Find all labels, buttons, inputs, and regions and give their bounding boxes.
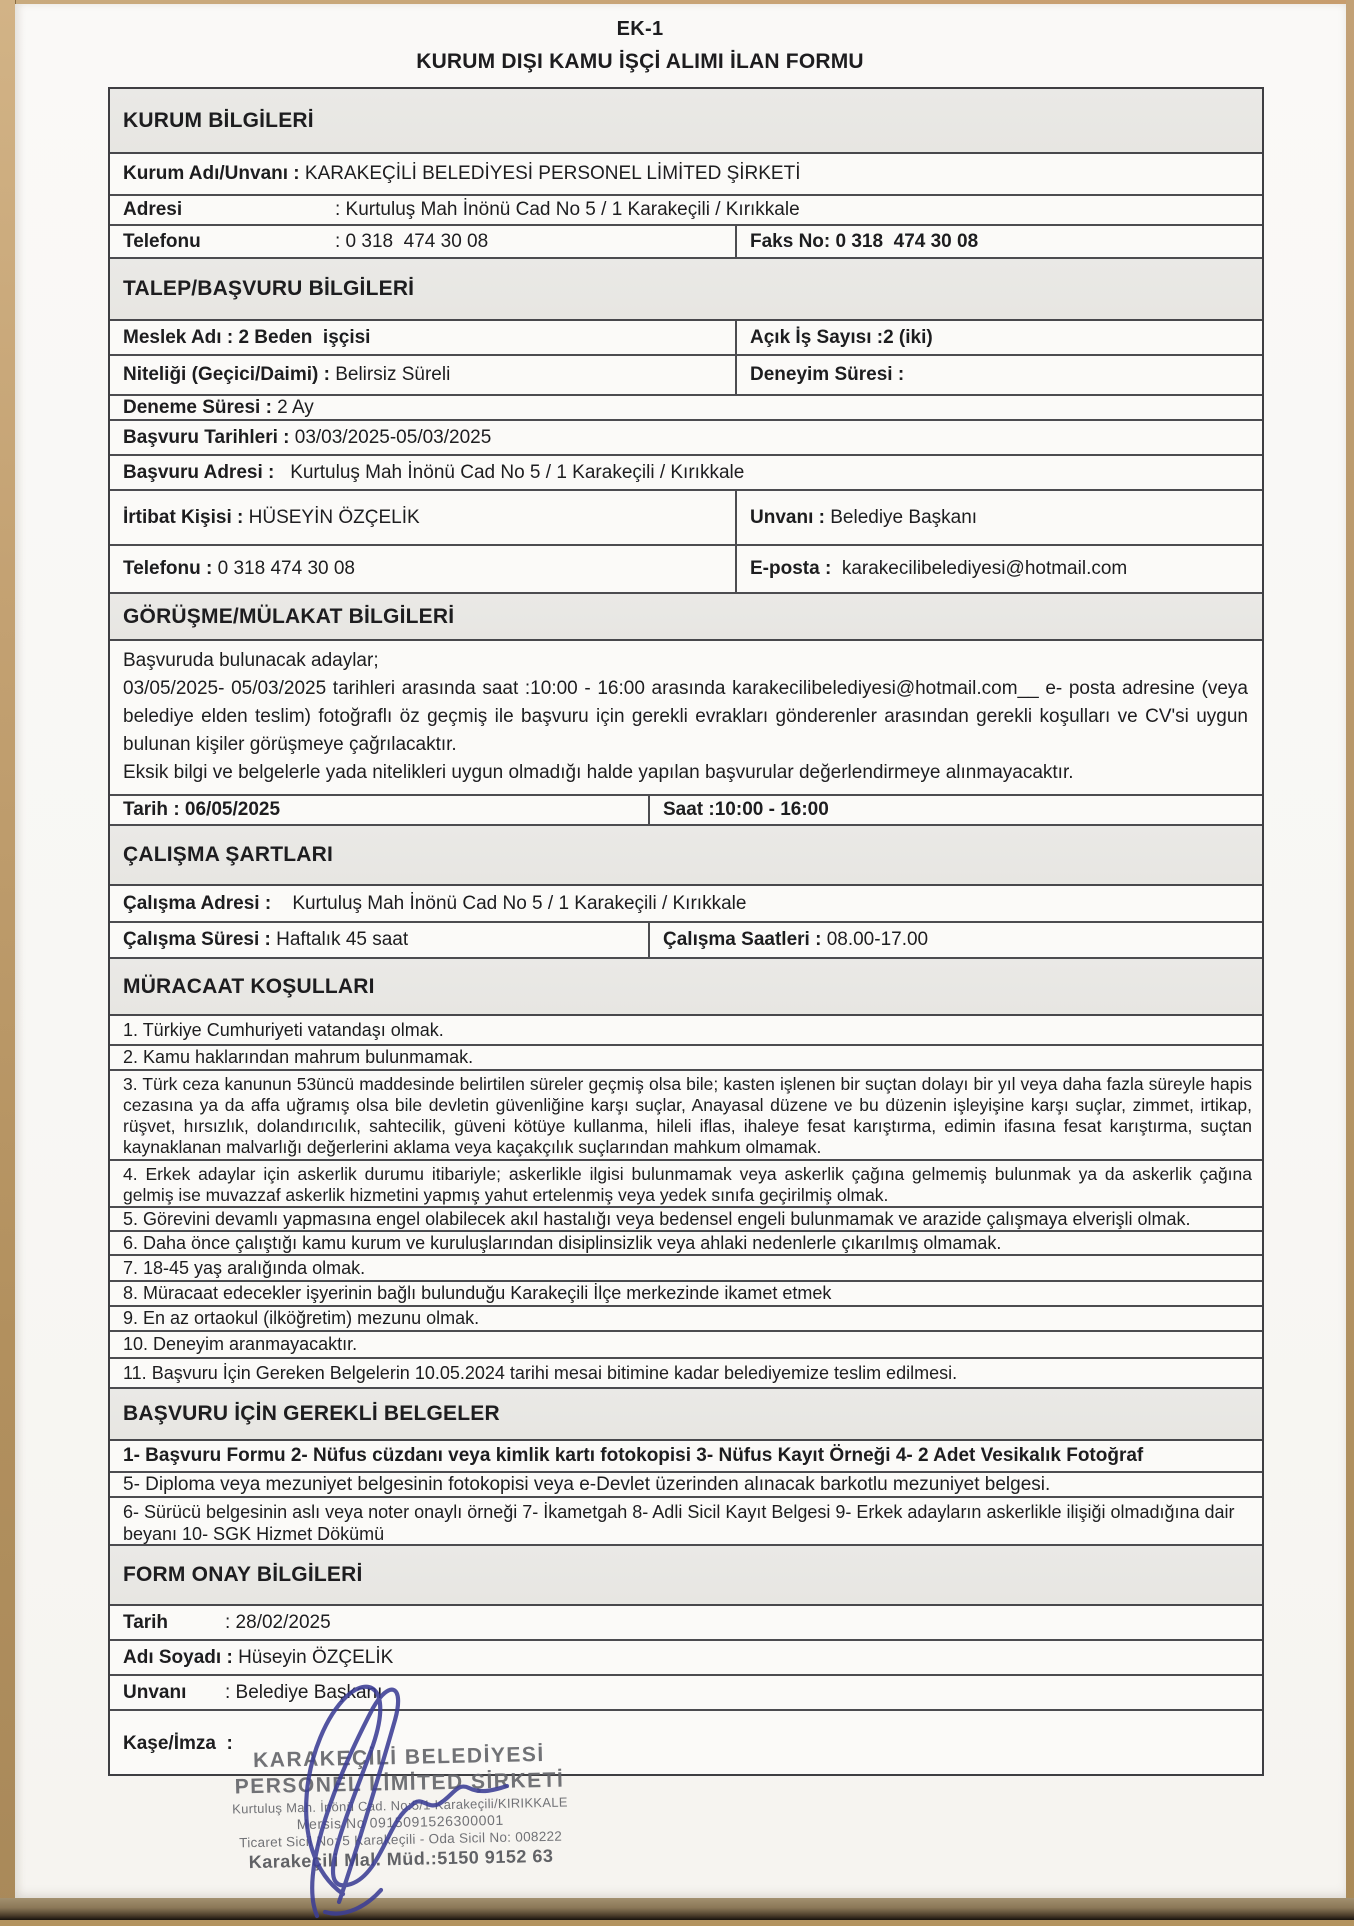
document-row [110, 1498, 1262, 1546]
ek-label: EK-1 [616, 18, 664, 40]
requirement-item [110, 1307, 1262, 1332]
section-title: KURUM BİLGİLERİ [123, 108, 314, 132]
form-paper [15, 4, 1346, 1898]
item-text: 6. Daha önce çalıştığı kamu kurum ve kuruluşlarından disiplinsizlik veya ahlaki nedenlerle çıkarılmış olmamak. [123, 1232, 1002, 1253]
field-label: Kurum Adı/Unvanı : [123, 163, 305, 184]
field-label: Unvanı : [750, 506, 831, 528]
field-label: Telefonu [123, 230, 201, 252]
row-basvuru-adresi [110, 456, 1262, 491]
row-telefon-faks [110, 226, 1262, 259]
requirement-item [110, 1359, 1262, 1389]
item-text: 7. 18-45 yaş aralığında olmak. [123, 1257, 366, 1278]
requirement-item [110, 1232, 1262, 1256]
table-cell [650, 923, 1262, 957]
table-cell [110, 321, 737, 354]
field-value: Kurtuluş Mah İnönü Cad No 5 / 1 Karakeçili / Kırıkkale [290, 461, 745, 483]
field-label: Meslek Adı : [123, 326, 239, 348]
table-cell [737, 226, 1262, 257]
row-telefon-eposta [110, 546, 1262, 594]
field-label: Başvuru Adresi : [123, 461, 291, 483]
requirement-list [110, 1016, 1262, 1389]
requirement-item [110, 1332, 1262, 1359]
stamp-line: Ticaret Sicil No: 5 Karakeçili - Oda Sicil No: 008222 [239, 1828, 563, 1851]
field-label: Deneme Süresi : [123, 396, 278, 418]
requirement-item [110, 1071, 1262, 1161]
section-title: MÜRACAAT KOŞULLARI [123, 974, 375, 998]
field-label: E-posta : [750, 558, 842, 579]
requirement-item [110, 1208, 1262, 1232]
section-header-onay [110, 1546, 1262, 1606]
row-irtibat [110, 491, 1262, 546]
row-calisma-adresi [110, 886, 1262, 923]
row-meslek [110, 321, 1262, 356]
field-value: Belirsiz Süreli [335, 364, 451, 385]
desk-wood-bottom-edge [0, 1898, 1354, 1920]
field-label: Kaşe/İmza : [123, 1733, 233, 1754]
row-adresi [110, 196, 1262, 226]
field-label: Telefonu : [123, 558, 218, 579]
field-label: Adı Soyadı : [123, 1646, 239, 1668]
item-text: 1- Başvuru Formu 2- Nüfus cüzdanı veya kimlik kartı fotokopisi 3- Nüfus Kayıt Örneği 4- 2 Adet Vesikalık Fotoğraf [123, 1445, 1144, 1466]
paragraph-text: 03/05/2025- 05/03/2025 tarihleri arasında saat :10:00 - 16:00 arasında karakecilibelediyesi@hotmail.com__ e- posta adresine (veya belediye elden teslim) fotoğraflı öz geçmiş ile başvuru için gerekli evrakları gönderenler arasından gerekli koşulları ve CV'si uygun bulunan kişiler görüşmeye çağrılacaktır. [123, 678, 1248, 755]
row-basvuru-tarihleri [110, 421, 1262, 456]
section-title: TALEP/BAŞVURU BİLGİLERİ [123, 277, 415, 300]
field-label: Çalışma Saatleri : [663, 929, 827, 950]
section-header-belgeler [110, 1389, 1262, 1441]
item-text: 5. Görevini devamlı yapmasına engel olabilecek akıl hastalığı veya bedensel engeli bulunmamak ve arazide çalışmaya elverişli olmak. [123, 1208, 1191, 1229]
field-label: Başvuru Tarihleri : [123, 426, 295, 448]
field-value: karakecilibelediyesi@hotmail.com [841, 558, 1128, 579]
field-value: Kurtuluş Mah İnönü Cad No 5 / 1 Karakeçili / Kırıkkale [292, 892, 747, 914]
stamp-line: PERSONEL LİMİTED ŞİRKETİ [234, 1768, 565, 1799]
field-label: Çalışma Adresi : [123, 892, 293, 914]
row-tarih-saat [110, 796, 1262, 826]
requirement-item [110, 1161, 1262, 1208]
table-cell [650, 796, 1262, 824]
document-row [110, 1441, 1262, 1473]
row-gorusme-paragraph [110, 641, 1262, 796]
requirement-item [110, 1016, 1262, 1046]
item-text: 2. Kamu haklarından mahrum bulunmamak. [123, 1047, 474, 1067]
field-label: Açık İş Sayısı :2 (iki) [750, 326, 933, 348]
item-text: 10. Deneyim aranmayacaktır. [123, 1334, 358, 1354]
form-title: KURUM DIŞI KAMU İŞÇİ ALIMI İLAN FORMU [416, 50, 864, 73]
form-header [15, 4, 1265, 74]
company-stamp [179, 1741, 621, 1874]
field-label: Adresi [123, 199, 183, 220]
field-value: 2 Ay [277, 396, 314, 418]
requirement-item [110, 1282, 1262, 1307]
field-label: Çalışma Süresi : [123, 929, 277, 950]
item-text: 5- Diploma veya mezuniyet belgesinin fotokopisi veya e-Devlet üzerinden alınacak barkotlu mezuniyet belgesi. [123, 1473, 1051, 1495]
row-kurum-adi [110, 154, 1262, 196]
row-onay-adi [110, 1641, 1262, 1676]
field-label: Unvanı [123, 1681, 187, 1703]
row-niteligi [110, 356, 1262, 396]
field-label: Niteliği (Geçici/Daimi) : [123, 364, 336, 385]
field-value: Haftalık 45 saat [276, 929, 409, 950]
stamp-line: Kurtuluş Mah. İnönü Cad. No:5/1 Karakeçili/KIRIKKALE [231, 1794, 568, 1817]
field-value: : 28/02/2025 [225, 1611, 331, 1633]
item-text: 8. Müracaat edecekler işyerinin bağlı bulunduğu Karakeçili İlçe merkezinde ikamet etmek [123, 1283, 832, 1303]
field-value: : 0 318 474 30 08 [335, 230, 489, 252]
stamp-line: Karakeçili Mal. Müd.:5150 9152 63 [248, 1845, 554, 1872]
section-header-gorusme [110, 594, 1262, 641]
field-value: KARAKEÇİLİ BELEDİYESİ PERSONEL LİMİTED ŞİRKETİ [304, 163, 801, 184]
form-table [108, 87, 1264, 1776]
field-value: : Kurtuluş Mah İnönü Cad No 5 / 1 Karakeçili / Kırıkkale [335, 199, 800, 220]
item-text: 6- Sürücü belgesinin aslı veya noter onaylı örneği 7- İkametgah 8- Adli Sicil Kayıt Belgesi 9- Erkek adayların askerlikle ilişiği olmadığına dair beyanı 10- SGK Hizmet Dökümü [123, 1502, 1235, 1544]
field-value: 03/03/2025-05/03/2025 [294, 426, 492, 448]
section-title: FORM ONAY BİLGİLERİ [123, 1563, 363, 1586]
section-header-kurum [110, 89, 1262, 154]
desk-wood-left-edge [0, 0, 16, 1920]
item-text: 11. Başvuru İçin Gereken Belgelerin 10.05.2024 tarihi mesai bitimine kadar belediyemize teslim edilmesi. [123, 1362, 958, 1383]
row-onay-unvan [110, 1676, 1262, 1711]
section-header-talep [110, 259, 1262, 321]
table-cell [110, 491, 737, 544]
field-label: Faks No: 0 318 474 30 08 [750, 230, 979, 252]
field-value: 08.00-17.00 [826, 929, 929, 950]
field-label: Deneyim Süresi : [750, 364, 905, 385]
table-cell [737, 356, 1262, 394]
table-cell [110, 796, 650, 824]
field-label: Tarih : 06/05/2025 [123, 799, 281, 820]
item-text: 4. Erkek adaylar için askerlik durumu itibariyle; askerlikle ilgisi bulunmamak veya askerlik çağına gelmemiş bulunmak ya da askerlik çağına gelmiş ise muvazzaf askerlik hizmetini yapmış yahut ertelenmiş veya yedek sınıfa geçirilmiş olmak. [123, 1164, 1252, 1205]
row-onay-tarih [110, 1606, 1262, 1641]
paragraph-line: Başvuruda bulunacak adaylar; [123, 650, 379, 671]
field-label: İrtibat Kişisi : [123, 506, 249, 528]
table-cell [110, 356, 737, 394]
field-value: 0 318 474 30 08 [217, 558, 355, 579]
table-cell [110, 923, 650, 957]
item-text: 9. En az ortaokul (ilköğretim) mezunu olmak. [123, 1308, 480, 1328]
field-value: HÜSEYİN ÖZÇELİK [248, 506, 420, 528]
table-cell [110, 226, 737, 257]
field-label: Saat :10:00 - 16:00 [663, 799, 829, 820]
section-header-calisma [110, 826, 1262, 886]
document-row [110, 1473, 1262, 1498]
row-deneme [110, 396, 1262, 421]
requirement-item [110, 1046, 1262, 1071]
field-value: : Belediye Başkanı [225, 1681, 383, 1703]
section-header-muracaat [110, 959, 1262, 1016]
field-value: Belediye Başkanı [830, 506, 978, 528]
section-title: GÖRÜŞME/MÜLAKAT BİLGİLERİ [123, 604, 455, 628]
desk-wood-right-edge [1346, 0, 1354, 1920]
table-cell [737, 546, 1262, 592]
paragraph-line: Eksik bilgi ve belgelerle yada nitelikleri uygun olmadığı halde yapılan başvurular değerlendirmeye alınmayacaktır. [123, 762, 1074, 783]
row-calisma-suresi [110, 923, 1262, 959]
table-cell [110, 546, 737, 592]
field-value: Hüseyin ÖZÇELİK [238, 1646, 394, 1668]
section-title: ÇALIŞMA ŞARTLARI [123, 843, 334, 866]
stamp-line: KARAKEÇİLİ BELEDİYESİ [252, 1742, 546, 1773]
requirement-item [110, 1256, 1262, 1282]
table-cell [737, 321, 1262, 354]
field-label: Tarih [123, 1611, 169, 1633]
field-value: 2 Beden işçisi [238, 326, 371, 348]
stamp-line: Mersis No 0915091526300001 [296, 1812, 504, 1833]
item-text: 1. Türkiye Cumhuriyeti vatandaşı olmak. [123, 1019, 444, 1040]
table-cell [737, 491, 1262, 544]
item-text: 3. Türk ceza kanunun 53üncü maddesinde belirtilen süreler geçmiş olsa bile; kasten işlenen bir suçtan dolayı bir yıl veya daha fazla süreyle hapis cezasına ya da affa uğramış olsa bile devletin güvenliğine karşı suçlar, Anayasal düzene ve bu düzenin işleyişine karşı suçlar, zimmet, irtikap, rüşvet, hırsızlık, dolandırıcılık, sahtecilik, güveni kötüye kullanma, hileli iflas, ihaleye fesat karıştırma, edimin ifasına fesat karıştırma, suçtan kaynaklanan malvarlığı değerlerini aklama veya kaçakçılık suçlarından mahkum olmamak. [123, 1074, 1252, 1157]
section-title: BAŞVURU İÇİN GEREKLİ BELGELER [123, 1402, 500, 1425]
